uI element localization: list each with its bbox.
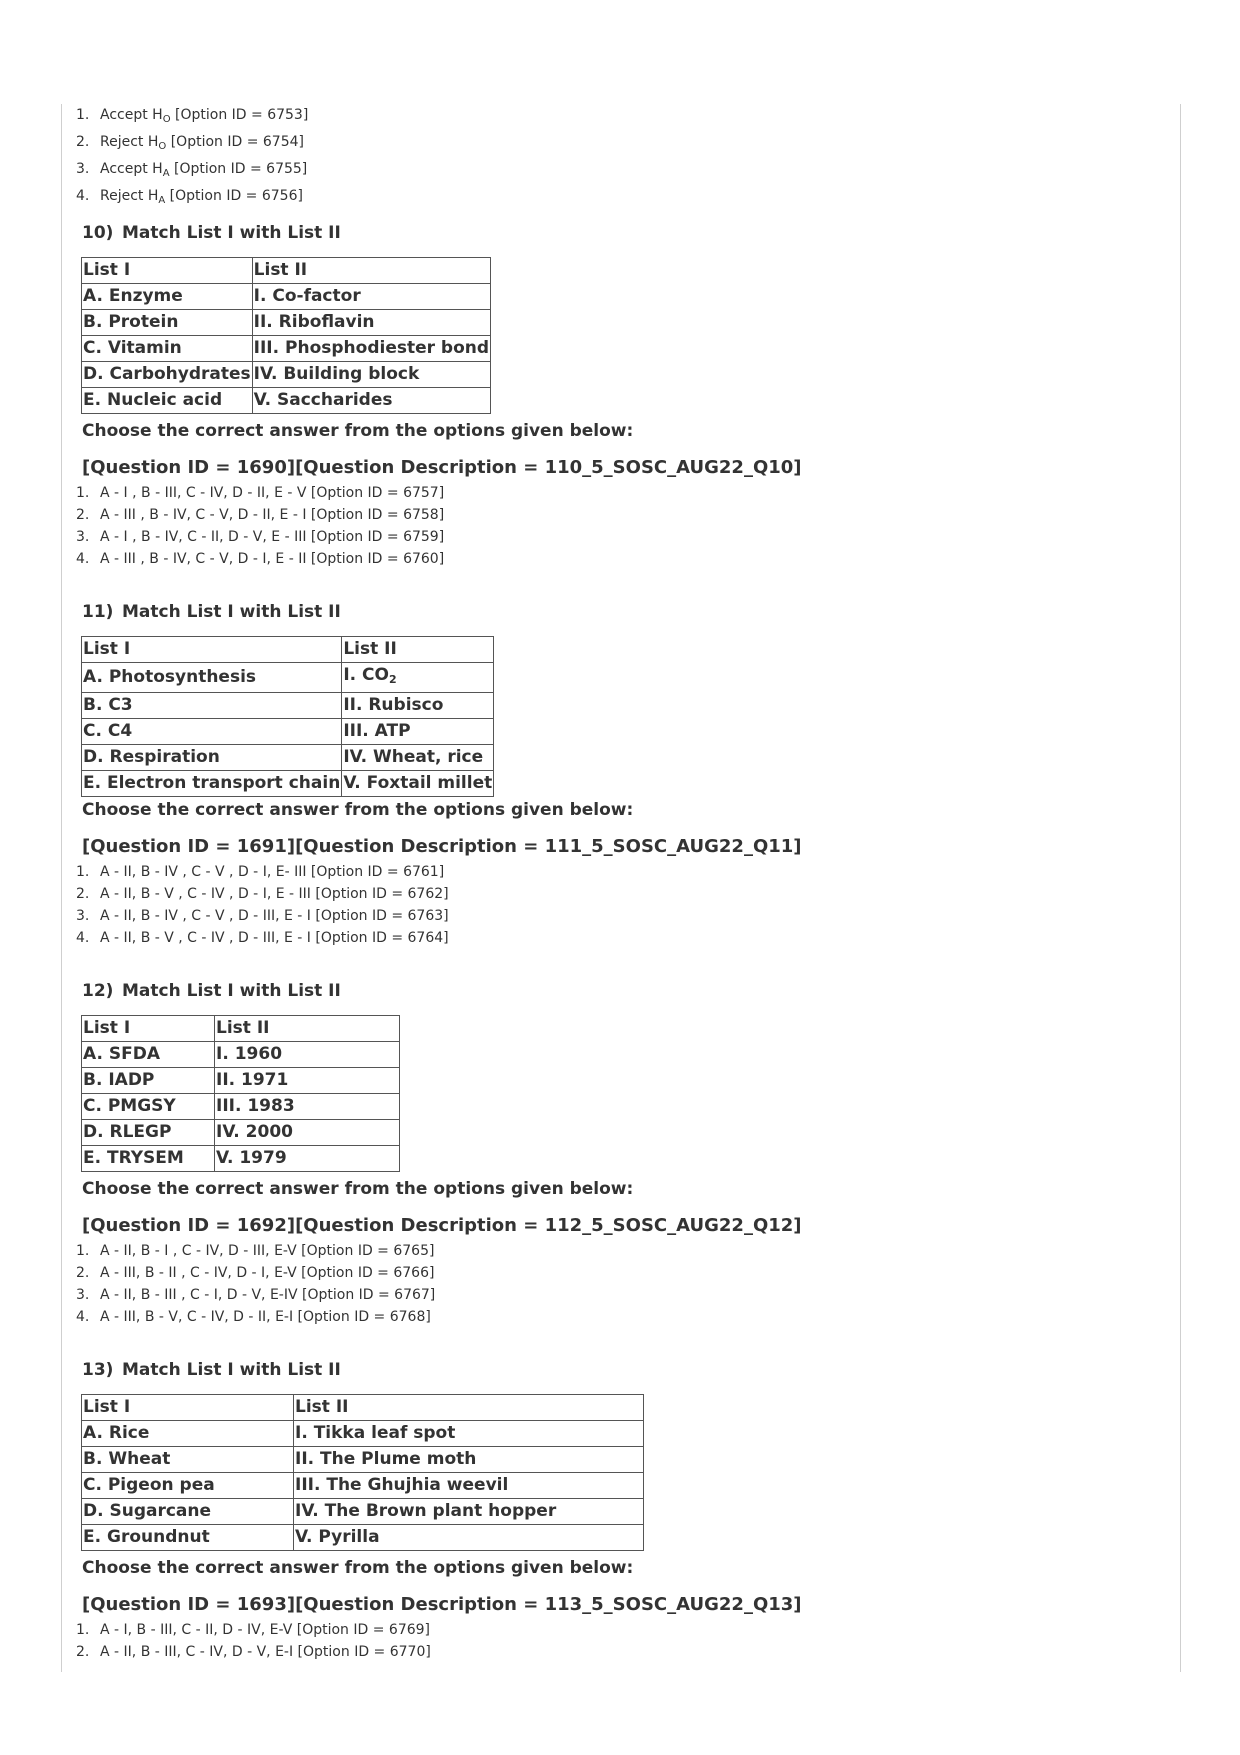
table-row: E. TRYSEM V. 1979 (82, 1146, 400, 1172)
question-9-options (76, 104, 308, 212)
table-row: E. Groundnut V. Pyrilla (82, 1525, 644, 1551)
table-row: A. Enzyme I. Co-factor (82, 284, 491, 310)
table-row: E. Nucleic acid V. Saccharides (82, 388, 491, 414)
question-13-options (76, 1619, 431, 1663)
option-item[interactable]: 3. Accept $H_A$ [Option ID = 6755] (76, 161, 308, 179)
table-row: C. C4 III. ATP (82, 719, 494, 745)
page-border-right (1180, 104, 1181, 1672)
question-10-options (76, 482, 444, 570)
option-item[interactable]: 3. A - II, B - III , C - I, D - V, E-IV [Option ID = 6767] (76, 1287, 436, 1303)
table-row: List I List II (82, 1016, 400, 1042)
question-11-title: 11) Match List I with List II (82, 602, 341, 622)
table-row: B. Protein II. Riboflavin (82, 310, 491, 336)
option-item[interactable]: 4. A - III, B - V, C - IV, D - II, E-I [Option ID = 6768] (76, 1309, 431, 1325)
option-item[interactable]: 4. Reject $H_A$ [Option ID = 6756] (76, 188, 303, 206)
option-item[interactable]: 3. A - I , B - IV, C - II, D - V, E - III [Option ID = 6759] (76, 529, 445, 545)
question-10-instruction: Choose the correct answer from the options given below: (82, 421, 634, 441)
table-row: D. RLEGP IV. 2000 (82, 1120, 400, 1146)
table-row: List I List II (82, 1395, 644, 1421)
option-item[interactable]: 1. Accept $H_O$ [Option ID = 6753] (76, 107, 309, 125)
option-item[interactable]: 2. Reject $H_O$ [Option ID = 6754] (76, 134, 304, 152)
question-11-instruction: Choose the correct answer from the options given below: (82, 800, 634, 820)
table-row: List I List II (82, 637, 494, 663)
table-row: B. C3 II. Rubisco (82, 693, 494, 719)
question-12-title: 12) Match List I with List II (82, 981, 341, 1001)
table-row: D. Respiration IV. Wheat, rice (82, 745, 494, 771)
question-12-match-table (81, 1015, 400, 1172)
option-item[interactable]: 3. A - II, B - IV , C - V , D - III, E - I [Option ID = 6763] (76, 908, 449, 924)
table-row: E. Electron transport chain V. Foxtail millet (82, 771, 494, 797)
question-11-match-table (81, 636, 494, 797)
question-13-id: [Question ID = 1693][Question Description = 113_5_SOSC_AUG22_Q13] (82, 1594, 802, 1615)
question-12-id: [Question ID = 1692][Question Description = 112_5_SOSC_AUG22_Q12] (82, 1215, 802, 1236)
option-item[interactable]: 2. A - II, B - III, C - IV, D - V, E-I [Option ID = 6770] (76, 1644, 431, 1660)
option-item[interactable]: 2. A - III, B - II , C - IV, D - I, E-V [Option ID = 6766] (76, 1265, 435, 1281)
option-item[interactable]: 1. A - I, B - III, C - II, D - IV, E-V [Option ID = 6769] (76, 1622, 430, 1638)
table-row: C. Vitamin III. Phosphodiester bond (82, 336, 491, 362)
question-13-title: 13) Match List I with List II (82, 1360, 341, 1380)
question-11-options (76, 861, 449, 949)
option-item[interactable]: 1. A - II, B - I , C - IV, D - III, E-V [Option ID = 6765] (76, 1243, 435, 1259)
question-12-options (76, 1240, 435, 1328)
option-item[interactable]: 1. A - I , B - III, C - IV, D - II, E - V [Option ID = 6757] (76, 485, 445, 501)
table-row: B. Wheat II. The Plume moth (82, 1447, 644, 1473)
table-row: B. IADP II. 1971 (82, 1068, 400, 1094)
question-13-match-table (81, 1394, 644, 1551)
option-item[interactable]: 1. A - II, B - IV , C - V , D - I, E- III [Option ID = 6761] (76, 864, 445, 880)
question-10-match-table (81, 257, 491, 414)
option-item[interactable]: 2. A - III , B - IV, C - V, D - II, E - I [Option ID = 6758] (76, 507, 445, 523)
table-row: D. Carbohydrates IV. Building block (82, 362, 491, 388)
question-11-id: [Question ID = 1691][Question Description = 111_5_SOSC_AUG22_Q11] (82, 836, 802, 857)
table-row: D. Sugarcane IV. The Brown plant hopper (82, 1499, 644, 1525)
page-border-left (61, 104, 62, 1672)
question-10-title: 10) Match List I with List II (82, 223, 341, 243)
table-row: C. Pigeon pea III. The Ghujhia weevil (82, 1473, 644, 1499)
option-item[interactable]: 2. A - II, B - V , C - IV , D - I, E - III [Option ID = 6762] (76, 886, 449, 902)
question-10-id: [Question ID = 1690][Question Description = 110_5_SOSC_AUG22_Q10] (82, 457, 802, 478)
question-12-instruction: Choose the correct answer from the options given below: (82, 1179, 634, 1199)
table-row: C. PMGSY III. 1983 (82, 1094, 400, 1120)
table-row: A. SFDA I. 1960 (82, 1042, 400, 1068)
table-row: A. Rice I. Tikka leaf spot (82, 1421, 644, 1447)
option-item[interactable]: 4. A - II, B - V , C - IV , D - III, E - I [Option ID = 6764] (76, 930, 449, 946)
table-row: A. Photosynthesis I. $CO_2$ (82, 663, 494, 693)
table-row: List I List II (82, 258, 491, 284)
question-13-instruction: Choose the correct answer from the options given below: (82, 1558, 634, 1578)
option-item[interactable]: 4. A - III , B - IV, C - V, D - I, E - II [Option ID = 6760] (76, 551, 445, 567)
